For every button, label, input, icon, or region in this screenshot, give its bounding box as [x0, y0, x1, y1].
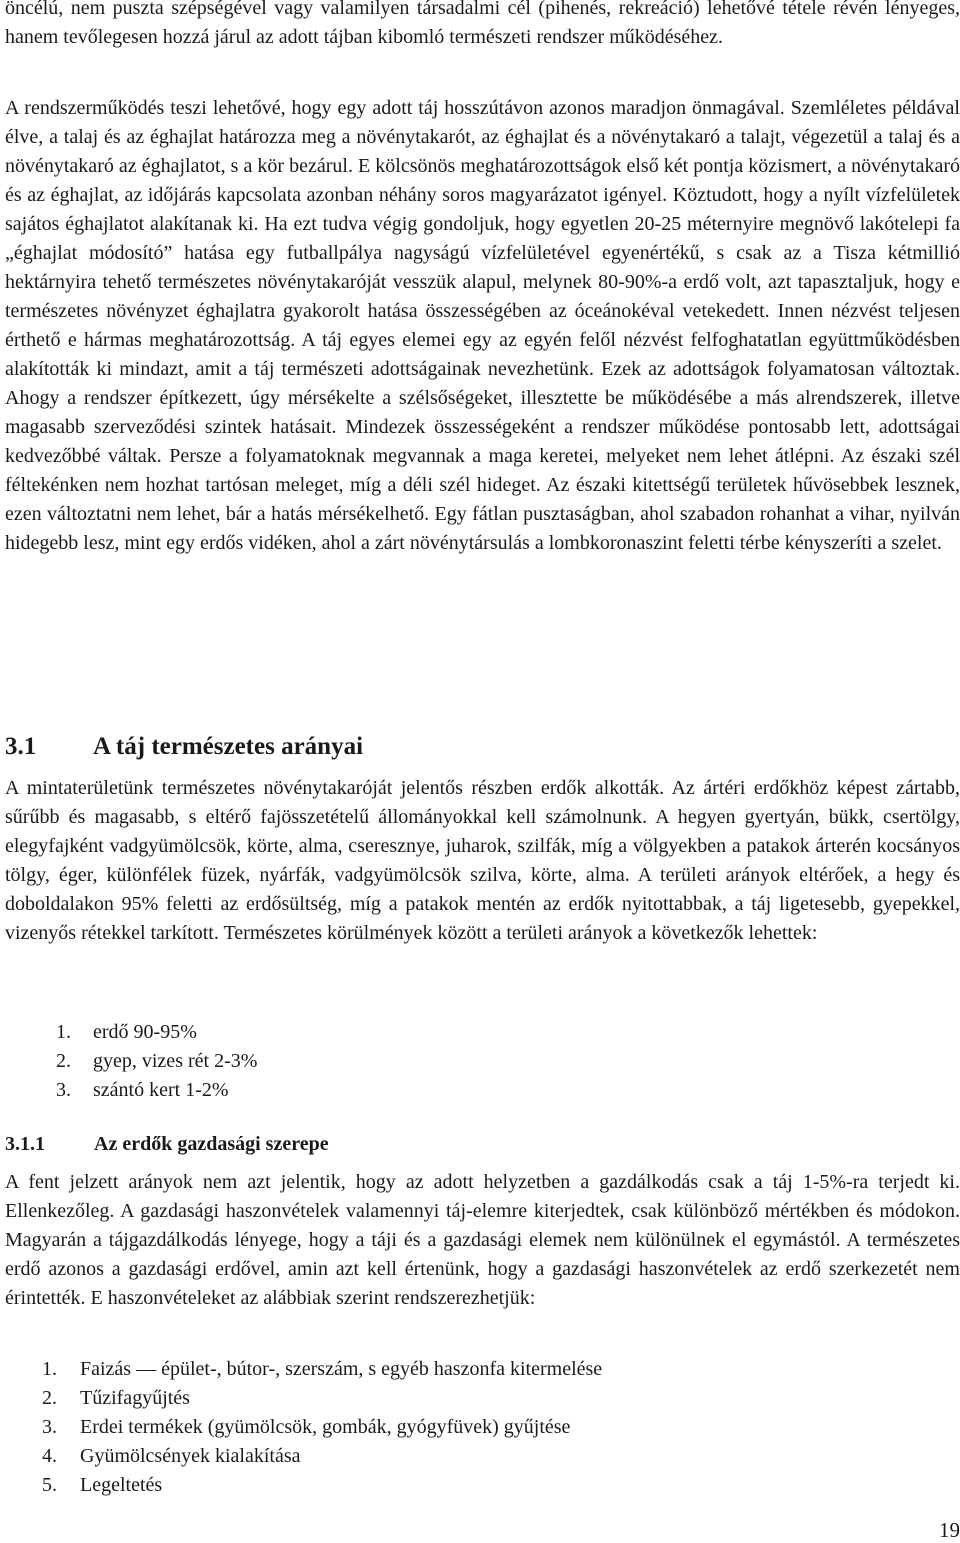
section-heading-3-1-1 — [5, 1130, 329, 1159]
subsection-number: 3.1.1 — [5, 1133, 45, 1155]
list-item: 5. Legeltetés — [42, 1474, 163, 1496]
page-number: 19 — [939, 1518, 960, 1542]
subsection-title: Az erdők gazdasági szerepe — [94, 1133, 329, 1155]
paragraph-forest-economy: A fent jelzett arányok nem azt jelentik, hogy az adott helyzetben a gazdálkodás csak a táj 1-5%-ra terjedt ki. Ellenkezőleg. A gazdasági haszonvételek valamennyi táj-elemre kiterjedtek, csak különböző mértékben és módokon. Magyarán a tájgazdálkodás lényege, hogy a táji és a gazdasági elemek nem különülnek el egymástól. A természetes erdő azonos a gazdasági erdővel, amin azt kell értenünk, hogy a gazdasági haszonvételek az erdő szerkezetét nem érintették. E haszonvételeket az alábbiak szerint rendszerezhetjük: — [5, 1171, 960, 1309]
list-item: 2. gyep, vizes rét 2-3% — [56, 1050, 258, 1072]
paragraph-natural-proportions: A mintaterületünk természetes növénytakaróját jelentős részben erdők alkották. Az ártéri erdőkhöz képest zártabb, sűrűbb és magasabb, s eltérő fajösszetételű állományokkal kell számolnunk. A hegyen gyertyán, bükk, csertölgy, elegyfajként vadgyümölcsök, körte, alma, cseresznye, juharok, szilfák, míg a völgyekben a patakok árterén kocsányos tölgy, éger, különfélek füzek, nyárfák, vadgyümölcsök szilva, körte, alma. A területi arányok eltérőek, a hegy és doboldalakon 95% feletti az erdősültség, míg a patakok mentén az erdők nyitottabbak, a táj ligetesebb, gyepekkel, vizenyős rétekkel tarkított. Természetes körülmények között a területi arányok a következők lehettek: — [5, 777, 960, 944]
section-title: A táj természetes arányai — [93, 733, 364, 760]
paragraph-continuation: öncélú, nem puszta szépségével vagy valamilyen társadalmi cél (pihenés, rekreáció) lehetővé tétele révén lényeges, hanem tevőlegesen hozzá járul az adott tájban kibomló természeti rendszer működéséhez. — [5, 0, 960, 48]
list-item: 2. Tűzifagyűjtés — [42, 1387, 190, 1409]
land-proportion-list — [56, 1018, 257, 1105]
list-item: 4. Gyümölcsények kialakítása — [42, 1445, 301, 1467]
list-item: 1. erdő 90-95% — [56, 1021, 197, 1043]
paragraph-system-operation: A rendszerműködés teszi lehetővé, hogy egy adott táj hosszútávon azonos maradjon önmagával. Szemléletes példával élve, a talaj és az éghajlat határozza meg a növénytakarót, az éghajlat és a növénytakaró a talajt, végezetül a talaj és a növénytakaró az éghajlatot, s a kör bezárul. E kölcsönös meghatározottságok első két pontja közismert, a növénytakaró és az éghajlat, az időjárás kapcsolata azonban néhány soros magyarázatot igényel. Köztudott, hogy a nyílt vízfelületek sajátos éghajlatot alakítanak ki. Ha ezt tudva végig gondoljuk, hogy egyetlen 20-25 méternyire megnövő lakótelepi fa „éghajlat módosító” hatása egy futballpálya nagyságú vízfelületével egyenértékű, s csak az a Tisza kétmillió hektárnyira tehető természetes növénytakaróját vesszük alapul, melynek 80-90%-a erdő volt, azt tapasztaljuk, hogy e természetes növényzet éghajlatra gyakorolt hatása összességében az óceánokéval vetekedett. Innen nézvést teljesen érthető e hármas meghatározottság. A táj egyes elemei egy az egyén felől nézvést felfoghatatlan együttműködésben alakították ki mindazt, amit a táj természeti adottságainak nevezhetünk. Ezek az adottságok folyamatosan változtak. Ahogy a rendszer építkezett, úgy mérsékelte a szélsőségeket, illesztette be működésébe a más alrendszerek, illetve magasabb szerveződési szintek hatásait. Mindezek összességeként a rendszer működése pontosabb lett, adottságai kedvezőbbé váltak. Persze a folyamatoknak megvannak a maga keretei, melyeket nem lehet átlépni. Az északi szél féltekénken nem hozhat tartósan meleget, míg a déli szél hideget. Az északi kitettségű területek hűvösebbek lesznek, ezen változtatni nem lehet, bár a hatás mérsékelhető. Egy fátlan pusztaságban, ahol szabadon rohanhat a vihar, nyilván hidegebb lesz, mint egy erdős vidéken, ahol a zárt növénytársulás a lombkoronaszint feletti térbe kényszeríti a szelet. — [5, 97, 960, 554]
forest-use-list — [42, 1355, 602, 1500]
section-number: 3.1 — [5, 733, 37, 760]
list-item: 1. Faizás — épület-, bútor-, szerszám, s egyéb haszonfa kitermelése — [42, 1358, 603, 1380]
list-item: 3. Erdei termékek (gyümölcsök, gombák, gyógyfüvek) gyűjtése — [42, 1416, 571, 1438]
section-heading-3-1 — [5, 731, 363, 763]
list-item: 3. szántó kert 1-2% — [56, 1079, 229, 1101]
